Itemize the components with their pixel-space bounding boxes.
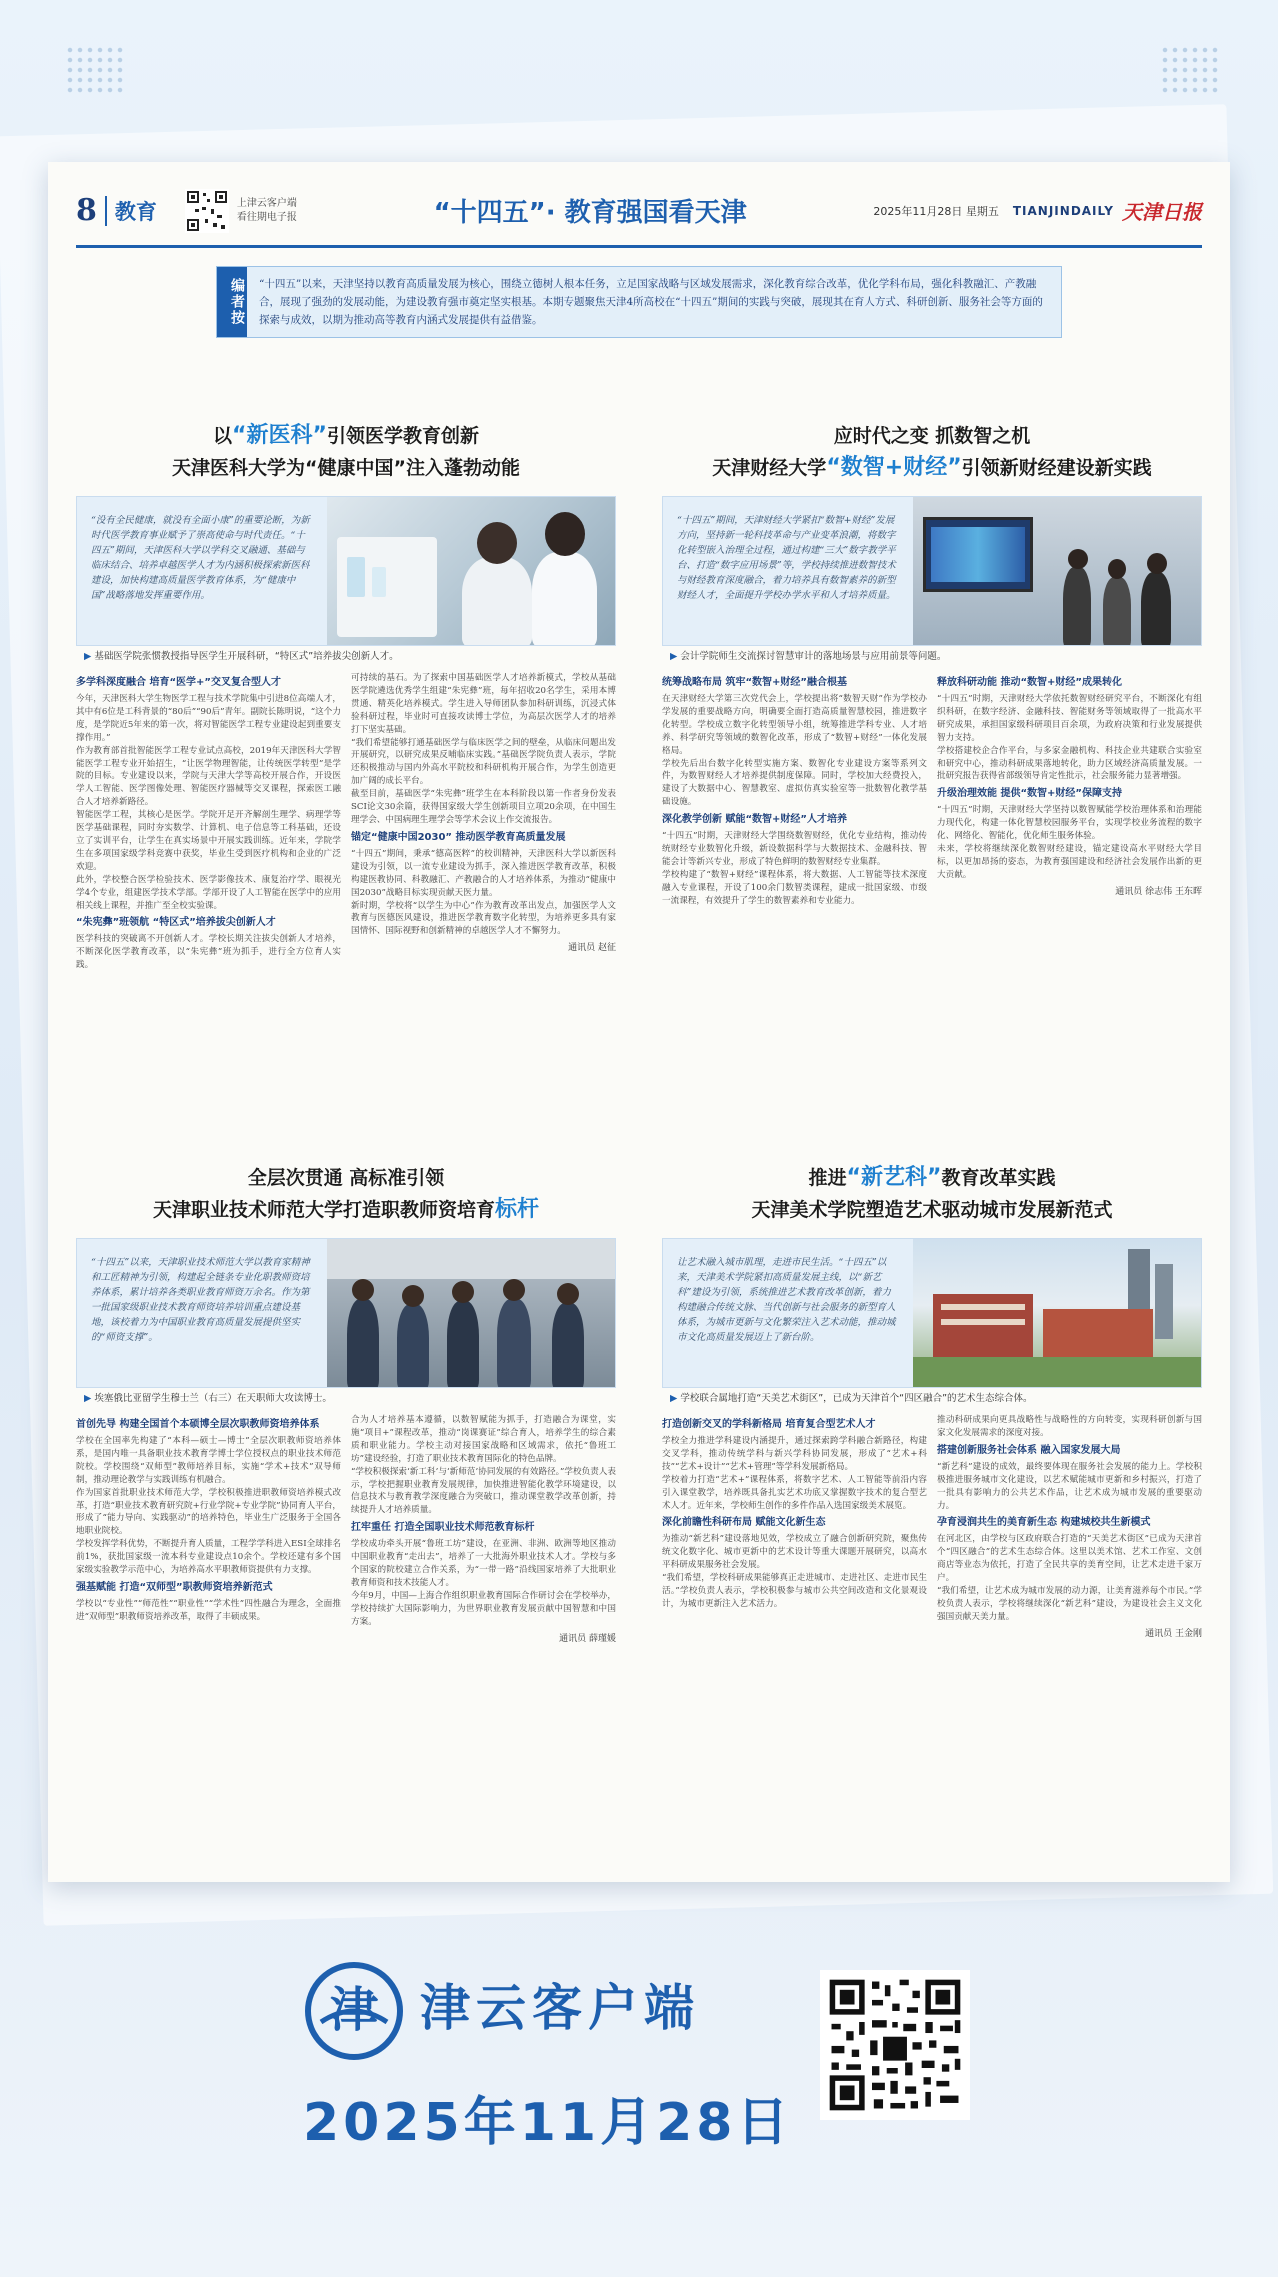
lab-photo xyxy=(327,497,615,645)
article-feature xyxy=(76,1238,616,1388)
paragraph: 学校发挥学科优势，不断提升育人质量，工程学学科进入ESI全球排名前1%，获批国家级一流本科专业建设点10余个。学校还建有多个国家级实验教学示范中心，为培养高水平职教师资提供有力支撑。 xyxy=(76,1539,341,1576)
section-subhead: 升级治理效能 提供“数智+财经”保障支持 xyxy=(937,788,1123,800)
photo-caption: ▶ 基础医学院张惯教授指导医学生开展科研，“特区式”培养拔尖创新人才。 xyxy=(76,646,616,664)
paragraph: “十四五”时期，天津财经大学依托数智财经研究平台，不断深化有组织科研，在数字经济、金融科技、智能财务等领域取得了一批高水平研究成果，承担国家级科研项目百余项，为政府决策和行业发展提供智力支持。 xyxy=(937,694,1202,743)
workshop-photo xyxy=(327,1239,615,1387)
article-medical xyxy=(76,420,616,972)
paragraph: 合为人才培养基本遵循，以数智赋能为抓手，打造融合为课堂，实施“项目+”课程改革，推动“岗课赛证”综合育人，培养学生的综合素质和职业能力。学校主动对接国家战略和区域需求，依托“鲁班工坊”建设经验，打造了职业技术教育国际化的特色品牌。 xyxy=(351,1415,616,1464)
article-body xyxy=(76,1414,616,1646)
article-headline: 全层次贯通 高标准引领 xyxy=(247,1167,445,1189)
paragraph: 学校全力推进学科建设内涵提升，通过探索跨学科融合新路径，构建交叉学科，推动传统学科与新兴学科协同发展，形成了“艺术+科技”“艺术+设计”“艺术+管理”等学科发展新格局。 xyxy=(662,1436,927,1472)
editor-note-text: “十四五”以来，天津坚持以教育高质量发展为核心，围绕立德树人根本任务，立足国家战略与区域发展需求，深化教育综合改革，优化学科布局，强化科教融汇、产教融合，展现了强劲的发展动能，为建设教育强市奠定坚实根基。本期专题聚焦天津4所高校在“十四五”期间的实践与突破，展现其在育人方式、科研创新、服务社会等方面的探索与成效，以期为推动高等教育内涵式发展提供有益借鉴。 xyxy=(259,278,1043,326)
article-finance xyxy=(662,420,1202,908)
paragraph: 截至目前，基础医学“朱宪彝”班学生在本科阶段以第一作者身份发表SCI论文30余篇，获得国家级大学生创新项目立项20余项，在中国生理学会、中国病理生理学会等学术会议上作交流报告。 xyxy=(351,789,616,825)
section-subhead: 搭建创新服务社会体系 融入国家发展大局 xyxy=(937,1444,1121,1456)
section-subhead: 锚定“健康中国2030” 推动医学教育高质量发展 xyxy=(351,831,566,843)
article-subheadline: 天津职业技术师范大学打造职教师资培育标杆 xyxy=(152,1197,540,1222)
background-dots xyxy=(1160,45,1220,95)
paragraph: 学校搭建校企合作平台，与多家金融机构、科技企业共建联合实验室和研究中心，推动科研成果落地转化，助力区域经济高质量发展。一批研究报告获得省部级领导肯定性批示，社会服务能力显著增强。 xyxy=(937,745,1202,782)
qr-code-icon[interactable] xyxy=(185,189,229,233)
paragraph: “学校积极探索‘新工科’与‘新师范’协同发展的有效路径。”学校负责人表示，学校把握职业教育发展规律，加快推进智能化教学环境建设，以信息技术与教育教学深度融合为突破口，推动课堂教学改革创新，持续提升人才培养质量。 xyxy=(351,1466,616,1516)
byline: 通讯员 薛瑾媛 xyxy=(559,1633,616,1644)
paragraph: 在天津财经大学第三次党代会上，学校提出将“数智天财”作为学校办学发展的重要战略方向，明确要全面打造高质量智慧校园，推进数字化转型。学校成立数字化转型领导小组，统筹推进学科专业、人才培养、科学研究等领域的数智化改革，形成了“数智+财经”一体化发展格局。 xyxy=(662,694,927,756)
download-qr-code-icon[interactable] xyxy=(820,1970,970,2120)
section-subhead: 释放科研动能 推动“数智+财经”成果转化 xyxy=(937,677,1123,688)
article-body xyxy=(662,1414,1202,1641)
article-headline: 应时代之变 抓数智之机 xyxy=(833,425,1031,447)
article-column-1 xyxy=(662,1414,927,1641)
section-subhead: 首创先导 构建全国首个本硕博全层次职教师资培养体系 xyxy=(76,1419,320,1430)
article-column-2 xyxy=(937,1414,1202,1641)
paragraph: “十四五”时期，天津财经大学围绕数智财经，优化专业结构，推动传统财经专业数智化升级，新设数据科学与大数据技术、金融科技、智能会计等新兴专业，形成了特色鲜明的数智财经专业集群。 xyxy=(662,831,927,867)
section-subhead: 多学科深度融合 培育“医学+”交叉复合型人才 xyxy=(76,677,282,688)
article-column-2 xyxy=(351,1414,616,1646)
newspaper-page xyxy=(48,162,1230,1882)
article-feature xyxy=(662,496,1202,646)
section-subhead: 孕育浸润共生的美育新生态 构建城校共生新模式 xyxy=(937,1517,1151,1529)
paragraph: 推动科研成果向更具战略性与战略性的方向转变，实现科研创新与国家文化发展需求的深度对接。 xyxy=(937,1415,1202,1438)
paragraph: 作为国家首批职业技术师范大学，学校积极推进职教师资培养模式改革，打造“职业技术教育研究院+行业学院+专业学院”协同育人平台，形成了“能力导向、实践驱动”的培养特色，毕业生广泛服务于全国各地职业院校。 xyxy=(76,1487,341,1537)
article-headline: 以“新医科”引领医学教育创新 xyxy=(213,423,479,448)
article-subheadline: 天津美术学院塑造艺术驱动城市发展新范式 xyxy=(751,1199,1113,1221)
section-subhead: 深化前瞻性科研布局 赋能文化新生态 xyxy=(662,1517,826,1529)
paragraph: 智能医学工程，其核心是医学。学院开足开齐解剖生理学、病理学等医学基础课程，同时夯实数学、计算机、电子信息等工科基础，还设立了实训平台，让学生在真实场景中开展实践训练。近年来，学院学生在多项国家级学科竞赛中获奖，毕业生受到医疗机构和企业的广泛欢迎。 xyxy=(76,810,341,872)
paragraph: 可持续的基石。为了探索中国基础医学人才培养新模式，学校从基础医学院遴选优秀学生组建“朱宪彝”班，每年招收20名学生，采用本博贯通、精英化培养模式。学生进入导师团队参加科研训练，沉浸式体验科研过程，毕业时可直接攻读博士学位，为高层次医学人才的培养打下坚实基础。 xyxy=(351,673,616,735)
qr-caption: 上津云客户端 看往期电子报 xyxy=(236,197,297,223)
paragraph: 为推动“新艺科”建设落地见效，学校成立了融合创新研究院，聚焦传统文化数字化、城市更新中的艺术设计等重大课题开展研究，以高水平科研成果服务社会发展。 xyxy=(662,1534,927,1571)
footer-date: 2025年11月28日 xyxy=(303,2093,793,2153)
paragraph: 未来，学校将继续深化数智财经建设，锚定建设高水平财经大学目标，以更加昂扬的姿态，为教育强国建设和经济社会发展作出新的更大贡献。 xyxy=(937,844,1202,880)
article-lead: 让艺术融入城市肌理，走进市民生活。“十四五”以来，天津美术学院紧扣高质量发展主线，以“新艺科”建设为引领，系统推进艺术教育改革创新，着力构建融合传统文脉、当代创新与社会服务的新型育人体系，为城市更新与文化繁荣注入艺术动能，推动城市文化高质量发展迈上了新台阶。 xyxy=(677,1257,896,1343)
article-column-2 xyxy=(937,672,1202,908)
paragraph: 医学科技的突破离不开创新人才。学校长期关注拔尖创新人才培养，不断深化医学教育改革，以“朱宪彝”班为抓手，进行全方位育人实践。 xyxy=(76,934,341,971)
byline: 通讯员 徐志伟 王东晖 xyxy=(1115,886,1202,897)
paragraph: 作为教育部首批智能医学工程专业试点高校，2019年天津医科大学智能医学工程专业开始招生，“让医学物理智能，让传统医学转型”是学院的目标。专业建设以来，学院与天津大学等高校开展合作，开设医学人工智能、医学图像处理、智能医疗器械等交叉课程，探索医工融合人才培养新路径。 xyxy=(76,745,341,808)
article-subheadline: 天津财经大学“数智+财经”引领新财经建设新实践 xyxy=(712,455,1152,480)
section-subhead: 统筹战略布局 筑牢“数智+财经”融合根基 xyxy=(662,677,848,688)
article-column-2 xyxy=(351,672,616,972)
paragraph: 学校以“专业性”“师范性”“职业性”“学术性”四性融合为理念，全面推进“双师型”职教师资培养改革，取得了丰硕成果。 xyxy=(76,1598,341,1622)
svg-text:津: 津 xyxy=(329,1982,379,2038)
article-feature xyxy=(76,496,616,646)
section-subhead: 打造创新交叉的学科新格局 培育复合型艺术人才 xyxy=(662,1419,876,1430)
byline: 通讯员 赵征 xyxy=(568,943,616,954)
jinyun-logo-icon[interactable] xyxy=(303,1960,405,2062)
app-name: 津云客户端 xyxy=(420,1979,700,2037)
article-vocational xyxy=(76,1162,616,1646)
brand-name: TIANJINDAILY xyxy=(1012,203,1114,218)
photo-caption: ▶ 会计学院师生交流探讨智慧审计的落地场景与应用前景等问题。 xyxy=(662,646,1202,664)
paragraph: 学校在全国率先构建了“本科—硕士—博士”全层次职教师资培养体系，是国内唯一具备职业技术教育学博士学位授权点的职业技术师范院校。学校围绕“双师型”教师培养目标，实施“学术+技术”双导师制，推动理论教学与实践训练有机融合。 xyxy=(76,1436,341,1485)
article-arts xyxy=(662,1162,1202,1641)
masthead xyxy=(76,176,1202,248)
section-subhead: 深化教学创新 赋能“数智+财经”人才培养 xyxy=(662,814,848,826)
paragraph: 学校着力打造“艺术+”课程体系，将数字艺术、人工智能等前沿内容引入课堂教学，培养既具备扎实艺术功底又掌握数字技术的复合型艺术人才。近年来，学校师生创作的多件作品入选国家级美术展览。 xyxy=(662,1474,927,1511)
paragraph: “我们希望能够打通基础医学与临床医学之间的壁垒，从临床问题出发开展研究，以研究成果反哺临床实践。”基础医学院负责人表示，学院还积极推动与国内外高水平院校和科研机构开展合作，为学生创造更加广阔的成长平台。 xyxy=(351,737,616,787)
paragraph: “新艺科”建设的成效，最终要体现在服务社会发展的能力上。学校积极推进服务城市文化建设，以艺术赋能城市更新和乡村振兴，打造了一批具有影响力的公共艺术作品，让艺术成为城市发展的重要驱动力。 xyxy=(937,1461,1202,1511)
photo-caption: ▶ 学校联合属地打造“天美艺术街区”，已成为天津首个“四区融合”的艺术生态综合体。 xyxy=(662,1388,1202,1406)
paragraph: 新时期，学校将“以学生为中心”作为教育改革出发点，加强医学人文教育与医德医风建设，推进医学教育数字化转型，为培养更多具有家国情怀、国际视野和创新精神的卓越医学人才不懈努力。 xyxy=(351,900,616,937)
article-column-1 xyxy=(76,672,341,972)
article-lead: “没有全民健康，就没有全面小康”的重要论断，为新时代医学教育事业赋予了崇高使命与时代责任。“十四五”期间，天津医科大学以学科交叉融通、基础与临床结合、培养卓越医学人才为内涵积极探索新医科建设，加快构建高质量医学教育体系，为“健康中国”战略落地发挥重要作用。 xyxy=(91,515,310,601)
paragraph: 今年9月，中国—上海合作组织职业教育国际合作研讨会在学校举办，学校持续扩大国际影响力，为世界职业教育发展贡献中国智慧和中国方案。 xyxy=(351,1590,616,1627)
paragraph: “十四五”期间，秉承“德高医粹”的校训精神，天津医科大学以新医科建设为引领，以一流专业建设为抓手，深入推进医学教育改革，积极构建医教协同、科教融汇、产教融合的人才培养体系，为推动“健康中国2030”战略目标实现贡献天医力量。 xyxy=(351,848,616,898)
article-lead: “十四五”以来，天津职业技术师范大学以教育家精神和工匠精神为引领，构建起全链条专业化职教师资培养体系，累计培养各类职业教育师资万余名。作为第一批国家级职业技术教育师资培养培训重点建设基地，该校着力为中国职业教育高质量发展提供坚实的“师资支撑”。 xyxy=(91,1257,310,1343)
editor-note-label: 编者按 xyxy=(217,267,247,337)
page-title: “十四五”· 教育强国看天津 xyxy=(433,198,747,228)
section-subhead: “朱宪彝”班领航 “特区式”培养拔尖创新人才 xyxy=(76,917,276,929)
paragraph: 学校先后出台数字化转型实施方案、数智化专业建设方案等系列文件，为数智财经人才培养提供制度保障。同时，学校加大经费投入，建设了大数据中心、智慧教室、虚拟仿真实验室等一批数智化教学基础设施。 xyxy=(662,758,927,808)
editor-note xyxy=(216,266,1062,338)
article-lead: “十四五”期间，天津财经大学紧扣“数智+财经”发展方向，坚持新一轮科技革命与产业变革浪潮，将数字化转型嵌入治理全过程，通过构建“三大”数字教学平台、打造“数字应用场景”等，学校持续推进数智技术与财经教育深度融合，着力培养具有数智素养的新型财经人才，全面提升学校办学水平和人才培养质量。 xyxy=(677,515,896,601)
page-number: 8 xyxy=(76,193,97,228)
paragraph: “我们希望，学校科研成果能够真正走进城市、走进社区、走进市民生活。”学校负责人表示，学校积极参与城市公共空间改造和文化景观设计，为城市更新注入艺术活力。 xyxy=(662,1573,927,1609)
footer xyxy=(0,1930,1278,2230)
paragraph: 今年，天津医科大学生物医学工程与技术学院集中引进8位高端人才，其中有6位是工科背景的“80后”“90后”青年。副院长陈明说，“这个力度，是学院近5年来的第一次，将对智能医学工程专业建设起到重要支撑作用。” xyxy=(76,694,341,743)
byline: 通讯员 王金刚 xyxy=(1145,1628,1202,1639)
article-column-1 xyxy=(662,672,927,908)
section-name: 教育 xyxy=(105,196,157,226)
section-subhead: 强基赋能 打造“双师型”职教师资培养新范式 xyxy=(76,1581,273,1593)
campus-photo xyxy=(913,1239,1201,1387)
section-subhead: 扛牢重任 打造全国职业技术师范教育标杆 xyxy=(351,1522,535,1534)
paragraph: 学校构建了“数智+财经”课程体系，将大数据、人工智能等技术深度融入专业课程，开设了100余门数智类课程，建成一批国家级、市级一流课程，有效提升了学生的数智素养和专业能力。 xyxy=(662,869,927,906)
classroom-photo xyxy=(913,497,1201,645)
paragraph: “十四五”时期，天津财经大学坚持以数智赋能学校治理体系和治理能力现代化，构建一体化智慧校园服务平台，实现学校业务流程的数字化、网络化、智能化，优化师生服务体验。 xyxy=(937,805,1202,842)
newspaper-logo: 天津日报 xyxy=(1122,200,1202,224)
article-column-1 xyxy=(76,1414,341,1646)
article-headline: 推进“新艺科”教育改革实践 xyxy=(808,1165,1056,1190)
article-body xyxy=(76,672,616,972)
photo-caption: ▶ 埃塞俄比亚留学生穆士兰（右三）在天职师大攻读博士。 xyxy=(76,1388,616,1406)
background-dots xyxy=(65,45,125,95)
paragraph: 此外，学校整合医学检验技术、医学影像技术、康复治疗学、眼视光学4个专业，组建医学技术学部。学部开设了人工智能在医学中的应用相关线上课程，并推广至全校实验课。 xyxy=(76,874,341,911)
paragraph: 在河北区，由学校与区政府联合打造的“天美艺术街区”已成为天津首个“四区融合”的艺术生态综合体。这里以美术馆、艺术工作室、文创商店等业态为依托，打造了全民共享的美育空间，让艺术走进千家万户。 xyxy=(937,1534,1202,1584)
paragraph: 学校成功牵头开展“鲁班工坊”建设，在亚洲、非洲、欧洲等地区推动中国职业教育“走出去”，培养了一大批海外职业技术人才。学校与多个国家的院校建立合作关系，为“一带一路”沿线国家培养了大批职业教育师资和技术技能人才。 xyxy=(351,1539,616,1588)
article-feature xyxy=(662,1238,1202,1388)
issue-date: 2025年11月28日 星期五 xyxy=(873,204,999,218)
paragraph: “我们希望，让艺术成为城市发展的动力源，让美育滋养每个市民。”学校负责人表示，学校将继续深化“新艺科”建设，为建设社会主义文化强国贡献天美力量。 xyxy=(937,1586,1202,1622)
article-subheadline: 天津医科大学为“健康中国”注入蓬勃动能 xyxy=(172,457,520,479)
article-body xyxy=(662,672,1202,908)
